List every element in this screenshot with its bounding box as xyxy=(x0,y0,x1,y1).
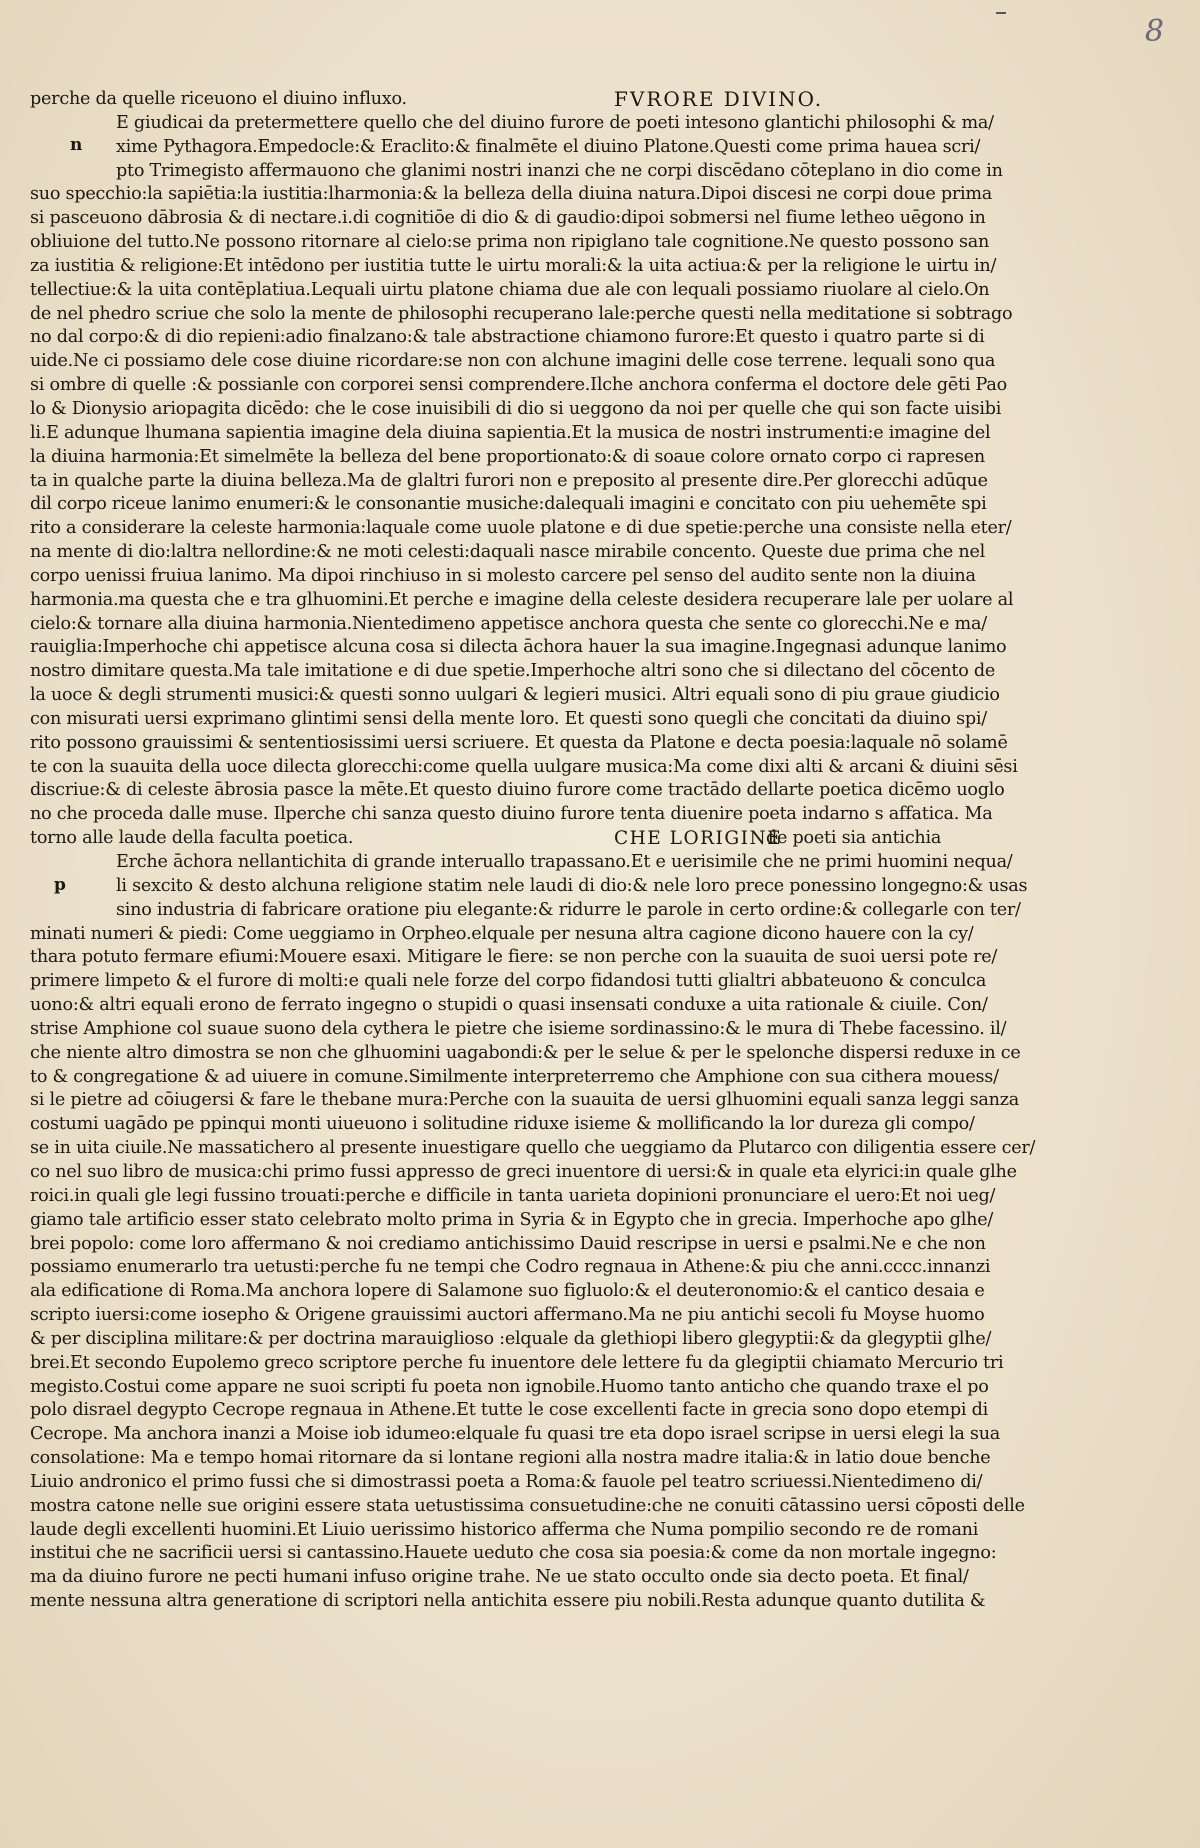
first-line xyxy=(30,88,1042,112)
section-heading-suffix: de poeti sia antichia xyxy=(766,828,942,849)
text-line: xime Pythagora.Empedocle:& Eraclito:& finalmēte el diuino Platone.Questi come prima hauea scri/ xyxy=(116,136,981,157)
text-line: lo & Dionysio ariopagita dicēdo: che le cose inuisibili di dio si ueggono da noi per quelle che qui son facte uisibi xyxy=(30,398,1002,419)
text-line: tellectiue:& la uita contēplatiua.Lequali uirtu platone chiama due ale con lequali possiamo riuolare al cielo.On xyxy=(30,279,990,300)
text-line: dil corpo riceue lanimo enumeri:& le consonantie musiche:dalequali imagini e concitato con piu uehemēte spi xyxy=(30,494,987,515)
text-line: Erche āchora nellantichita di grande interuallo trapassano.Et e uerisimile che ne primi huomini nequa/ xyxy=(116,852,1013,872)
text-line: no che proceda dalle muse. Ilperche chi sanza questo diuino furore tenta diuenire poeta indarno s affatica. Ma xyxy=(30,804,993,825)
text-line: de nel phedro scriue che solo la mente de philosophi recuperano lale:perche questi nella meditatione si sobtrago xyxy=(30,303,1013,324)
text-line: mostra catone nelle sue origini essere stata uetustissima consuetudine:che ne conuiti cātassino uersi cōposti delle xyxy=(30,1495,1025,1516)
text-line: harmonia.ma questa che e tra glhuomini.Et perche e imagine della celeste desidera recuperare lale per uolare al xyxy=(30,589,1014,610)
text-line: primere limpeto & el furore di molti:e quali nele forze del corpo fidandosi tutti glialtri abbateuono & conculca xyxy=(30,971,987,992)
section-heading: CHE LORIGINE xyxy=(614,828,783,850)
text-line: te con la suauita della uoce dilecta glorecchi:come quella uulgare musica:Ma come dixi alti & arcani & diuini sēsi xyxy=(30,756,1018,777)
text-line: discriue:& di celeste ābrosia pasce la mēte.Et questo diuino furore come tractādo dellarte poetica dicēmo uoglo xyxy=(30,780,1005,801)
text-line: corpo uenissi fruiua lanimo. Ma dipoi rinchiuso in si molesto carcere pel senso del audito sente non la diuina xyxy=(30,565,976,586)
text-line: co nel suo libro de musica:chi primo fussi appresso de greci inuentore di uersi:& in quale eta elyrici:in quale glhe xyxy=(30,1161,1017,1182)
text-line: mente nessuna altra generatione di scriptori nella antichita essere piu nobili.Resta adunque quanto dutilita & xyxy=(30,1591,986,1612)
text-line: laude degli excellenti huomini.Et Liuio uerissimo historico afferma che Numa pompilio secondo re de romani xyxy=(30,1519,979,1540)
guide-letter: n xyxy=(70,134,83,155)
text-line: minati numeri & piedi: Come ueggiamo in Orpheo.elquale per nesuna altra cagione dicono hauere con la cy/ xyxy=(30,923,974,944)
text-line: li sexcito & desto alchuna religione statim nele laudi di dio:& nele loro prece ponessino longegno:& usas xyxy=(116,875,1028,896)
text-line: giamo tale artificio esser stato celebrato molto prima in Syria & in Egypto che in grecia. Imperhoche apo glhe/ xyxy=(30,1209,994,1230)
paragraph-2 xyxy=(30,851,1042,1614)
text-line: ma da diuino furore ne pecti humani infuso origine trahe. Ne ue stato occulto onde sia decto poeta. Et final/ xyxy=(30,1567,969,1588)
text-line: nostro dimitare questa.Ma tale imitatione e di due spetie.Imperhoche altri sono che si dilectano del cōcento de xyxy=(30,661,996,682)
text-line: polo disrael degypto Cecrope regnaua in Athene.Et tutte le cose excellenti facte in grecia sono dopo etempi di xyxy=(30,1400,988,1421)
text-line: con misurati uersi exprimano glintimi sensi della mente loro. Et questi sono quegli che concitati da diuino spi/ xyxy=(30,708,987,729)
text-line: rauiglia:Imperhoche chi appetisce alcuna cosa si dilecta āchora hauer la sua imagine.Ingegnasi adunque lanimo xyxy=(30,637,1007,658)
text-line: ala edificatione di Roma.Ma anchora lopere di Salamone suo figluolo:& el deuteronomio:& el cantico desaia e xyxy=(30,1281,985,1302)
text-line: Cecrope. Ma anchora inanzi a Moise iob idumeo:elquale fu quasi tre eta dopo israel scripse in uersi elegi la sua xyxy=(30,1424,1001,1445)
text-line: za iustitia & religione:Et intēdono per iustitia tutte le uirtu morali:& la uita actiua:& per la religione le uirtu in/ xyxy=(30,255,997,276)
text-line: to & congregatione & ad uiuere in comune.Similmente interpreterremo che Amphione con sua cithera mouess/ xyxy=(30,1066,999,1087)
text-line: scripto iuersi:come iosepho & Origene grauissimi auctori affermano.Ma ne piu antichi secoli fu Moyse huomo xyxy=(30,1305,985,1326)
text-line: rito a considerare la celeste harmonia:laquale come uuole platone e di due spetie:perche una consiste nella eter/ xyxy=(30,518,1012,539)
text-line: sino industria di fabricare oratione piu elegante:& ridurre le parole in certo ordine:& collegarle con ter/ xyxy=(116,899,1021,920)
text-line: si le pietre ad cōiugersi & fare le thebane mura:Perche con la suauita de uersi glhuomini equali sanza leggi sanza xyxy=(30,1090,1019,1111)
text-line: obliuione del tutto.Ne possono ritornare al cielo:se prima non ripiglano tale cognitione.Ne questo possono san xyxy=(30,232,990,253)
text-line: roici.in quali gle legi fussino trouati:perche e difficile in tanta uarieta dopinioni pronunciare el uero:Et noi ueg/ xyxy=(30,1185,996,1206)
text-line: cielo:& tornare alla diuina harmonia.Nientedimeno appetisce anchora questa che sente co glorecchi.Ne e ma/ xyxy=(30,613,987,634)
text-line: costumi uagādo pe ppinqui monti uiueuono i solitudine riduxe isieme & mollificando la lor dureza gli compo/ xyxy=(30,1114,975,1135)
guide-letter: p xyxy=(54,875,66,895)
text-line: si pasceuono dābrosia & di nectare.i.di cognitiōe di dio & di gaudio:dipoi sobmersi nel fiume letheo uēgono in xyxy=(30,208,986,229)
text-line: thara potuto fermare efiumi:Mouere esaxi. Mitigare le fiere: se non perche con la suauita de suoi uersi pote re/ xyxy=(30,947,998,968)
text-block xyxy=(30,88,1042,1614)
text-line: Liuio andronico el primo fussi che si dimostrassi poeta a Roma:& fauole pel teatro scriuessi.Nientedimeno di/ xyxy=(30,1471,983,1492)
text-line: pto Trimegisto affermauono che glanimi nostri inanzi che ne corpi discēdano cōteplano in dio come in xyxy=(116,160,1003,181)
text-line: se in uita ciuile.Ne massatichero al presente inuestigare quello che ueggiamo da Plutarco con diligentia essere cer/ xyxy=(30,1138,1036,1159)
text-line: E giudicai da pretermettere quello che del diuino furore de poeti intesono glantichi philosophi & ma/ xyxy=(116,112,994,133)
text-line: na mente di dio:laltra nellordine:& ne moti celesti:daquali nasce mirabile concento. Queste due prima che nel xyxy=(30,542,986,563)
paragraph-1 xyxy=(30,112,1042,851)
text-line: megisto.Costui come appare ne suoi scripti fu poeta non ignobile.Huomo tanto anticho che quando traxe el po xyxy=(30,1376,989,1397)
text-line: la uoce & degli strumenti musici:& questi sonno uulgari & legieri musici. Altri equali sono di piu graue giudicio xyxy=(30,685,1000,706)
text-line: brei.Et secondo Eupolemo greco scriptore perche fu inuentore dele lettere fu da glegiptii chiamato Mercurio tri xyxy=(30,1352,1004,1373)
text-line: ta in qualche parte la diuina belleza.Ma de glaltri furori non e preposito al presente dire.Per glorecchi adūque xyxy=(30,470,988,491)
text-line: possiamo enumerarlo tra uetusti:perche fu ne tempi che Codro regnaua in Athene:& piu che anni.cccc.innanzi xyxy=(30,1257,991,1278)
text-line: brei popolo: come loro affermano & noi crediamo antichissimo Dauid rescripse in uersi e psalmi.Ne e che non xyxy=(30,1233,986,1254)
text-line: li.E adunque lhumana sapientia imagine dela diuina sapientia.Et la musica de nostri instrumenti:e imagine del xyxy=(30,422,991,443)
text-line: che niente altro dimostra se non che glhuomini uagabondi:& per le selue & per le spelonche dispersi reduxe in ce xyxy=(30,1042,1021,1063)
text-line: consolatione: Ma e tempo homai ritornare da si lontane regioni alla nostra madre italia:& in latio doue benche xyxy=(30,1448,991,1469)
text-line: & per disciplina militare:& per doctrina marauiglioso :elquale da glethiopi libero glegyptii:& da glegyptii glhe/ xyxy=(30,1328,992,1349)
text-line: suo specchio:la sapiētia:la iustitia:lharmonia:& la belleza della diuina natura.Dipoi discesi ne corpi doue prima xyxy=(30,184,993,205)
text-line: si ombre di quelle :& possianle con corporei sensi comprendere.Ilche anchora conferma el doctore dele gēti Pao xyxy=(30,375,1007,396)
text-line: uono:& altri equali erono de ferrato ingegno o stupidi o quasi insensati conduxe a uita rationale & ciuile. Con/ xyxy=(30,995,988,1016)
text-line: la diuina harmonia:Et simelmēte la belleza del bene proportionato:& di soaue colore ornato corpo ci rapresen xyxy=(30,446,985,467)
text-line: no dal corpo:& di dio repieni:adio finalzano:& tale abstractione chiamono furore:Et questo i quatro parte si di xyxy=(30,327,985,348)
text-line: uide.Ne ci possiamo dele cose diuine ricordare:se non con alchune imagini delle cose terrene. lequali sono qua xyxy=(30,351,996,372)
text-line: torno alle laude della faculta poetica. CHE LORIGINE de poeti sia antichia xyxy=(30,828,942,850)
ink-mark xyxy=(996,12,1006,14)
running-title: FVRORE DIVINO. xyxy=(614,88,824,111)
text-line: strise Amphione col suaue suono dela cythera le pietre che isieme sordinassino:& le mura di Thebe facessino. il/ xyxy=(30,1018,1007,1039)
folio-number: 8 xyxy=(1144,14,1164,49)
text-line: rito possono grauissimi & sententiosissimi uersi scriuere. Et questa da Platone e decta poesia:laquale nō solamē xyxy=(30,732,1008,753)
text-line: institui che ne sacrificii uersi si cantassino.Hauete ueduto che cosa sia poesia:& come da non mortale ingegno: xyxy=(30,1543,997,1564)
catchword-line: perche da quelle riceuono el diuino influxo. xyxy=(30,89,407,109)
